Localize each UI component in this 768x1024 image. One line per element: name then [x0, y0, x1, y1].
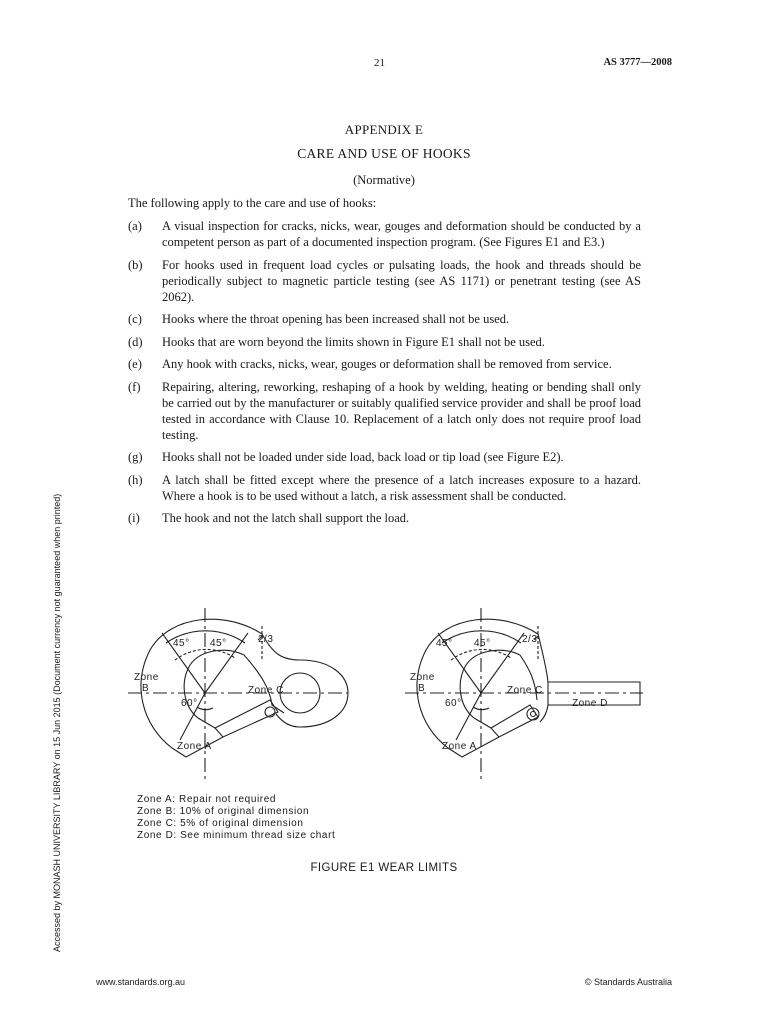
item-text: Hooks that are worn beyond the limits shown in Figure E1 shall not be used.	[162, 334, 545, 349]
item-label: (d)	[128, 334, 143, 349]
right-zone-a: Zone A	[442, 741, 477, 752]
figure-wear-limits	[0, 600, 768, 850]
item-label: (e)	[128, 357, 142, 371]
list-item	[128, 379, 641, 443]
right-zone-d: Zone D	[572, 698, 608, 709]
legend-zone-d: Zone D: See minimum thread size chart	[137, 830, 336, 841]
list-item	[128, 449, 641, 465]
page-number: 21	[374, 57, 385, 69]
list-item	[128, 510, 641, 526]
intro-paragraph: The following apply to the care and use of hooks:	[128, 196, 377, 210]
list-item	[128, 356, 641, 372]
item-text: A latch shall be fitted except where the presence of a latch increases exposure to a hazard. Where a hook is to be used without a latch, a risk assessment shall be conducted.	[162, 472, 641, 503]
item-text: Any hook with cracks, nicks, wear, gouges or deformation shall be removed from service.	[162, 357, 612, 371]
page-title: CARE AND USE OF HOOKS	[297, 146, 471, 161]
list-item	[128, 311, 641, 327]
item-label: (g)	[128, 450, 143, 464]
left-zone-b-line2: B	[142, 683, 150, 694]
left-hook-drawing	[128, 608, 348, 783]
legend-zone-c: Zone C: 5% of original dimension	[137, 818, 304, 829]
left-angle-left: 45°	[173, 638, 190, 649]
right-angle-left: 45°	[436, 638, 453, 649]
access-watermark: Accessed by MONASH UNIVERSITY LIBRARY on 15 Jun 2015 (Document currency not guaranteed when printed)	[52, 493, 62, 952]
item-text: Repairing, altering, reworking, reshaping of a hook by welding, heating or bending shall only be carried out by the manufacturer or suitably qualified service provider and shall be proof load tested in accordance with Clause 10. Replacement of a latch only does not require proof load testing.	[162, 379, 641, 442]
item-label: (b)	[128, 257, 143, 272]
item-text: For hooks used in frequent load cycles or pulsating loads, the hook and threads should be periodically subject to magnetic particle testing (see AS 1171) or penetrant testing (see AS 2062).	[162, 257, 641, 304]
right-angle-bottom: 60°	[445, 698, 462, 709]
left-zone-c: Zone C	[248, 685, 284, 696]
item-label: (c)	[128, 312, 142, 326]
list-item	[128, 334, 641, 350]
item-label: (a)	[128, 219, 142, 233]
legend-zone-b: Zone B: 10% of original dimension	[137, 806, 310, 817]
item-text: Hooks where the throat opening has been increased shall not be used.	[162, 312, 510, 326]
left-zone-a: Zone A	[177, 741, 212, 752]
normative-label: (Normative)	[353, 173, 415, 187]
footer-copyright: © Standards Australia	[584, 977, 672, 987]
list-item	[128, 257, 641, 305]
figure-caption: FIGURE E1 WEAR LIMITS	[310, 862, 458, 874]
zone-legend	[137, 794, 335, 842]
standard-number: AS 3777—2008	[603, 57, 672, 68]
item-text: A visual inspection for cracks, nicks, wear, gouges and deformation should be conducted by a competent person as part of a documented inspection program. (See Figures E1 and E3.)	[162, 219, 641, 249]
item-text: The hook and not the latch shall support the load.	[162, 511, 410, 525]
item-label: (f)	[128, 379, 141, 394]
hook-diagram	[0, 600, 768, 850]
requirements-list	[128, 218, 641, 533]
left-fraction: 2/3	[258, 634, 274, 645]
item-text: Hooks shall not be loaded under side load, back load or tip load (see Figure E2).	[162, 450, 564, 464]
legend-zone-a: Zone A: Repair not required	[137, 794, 277, 805]
right-fraction: 2/3	[522, 634, 538, 645]
list-item	[128, 472, 641, 504]
left-angle-bottom: 60°	[181, 698, 198, 709]
left-zone-b-line1: Zone	[134, 672, 159, 683]
item-label: (h)	[128, 472, 143, 487]
footer-website: www.standards.org.au	[96, 977, 186, 987]
list-item	[128, 218, 641, 250]
right-zone-c: Zone C	[507, 685, 543, 696]
item-label: (i)	[128, 511, 140, 525]
left-angle-right: 45°	[210, 638, 227, 649]
appendix-label: APPENDIX E	[344, 122, 424, 137]
right-angle-right: 45°	[474, 638, 491, 649]
right-zone-b-line2: B	[418, 683, 426, 694]
right-zone-b-line1: Zone	[410, 672, 435, 683]
